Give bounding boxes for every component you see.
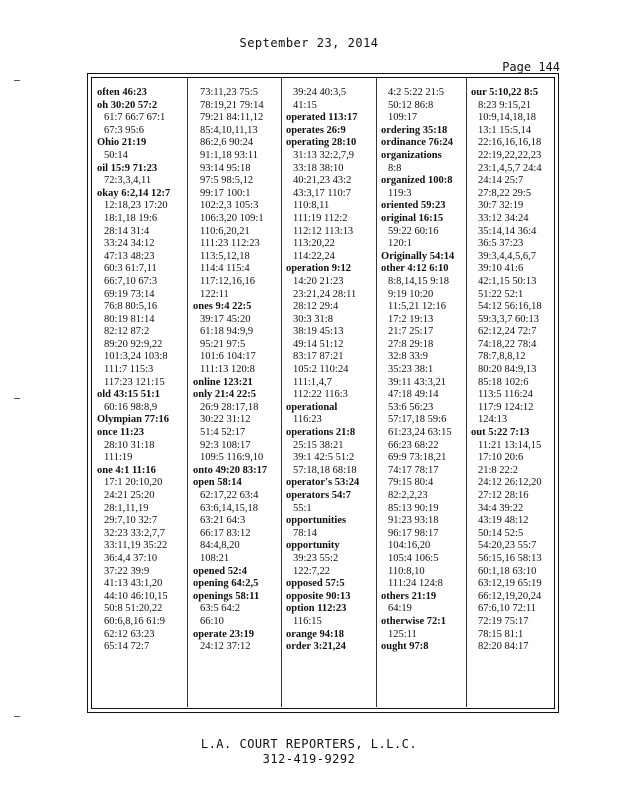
index-page-refs: 67:3 95:6 bbox=[104, 124, 144, 136]
index-column-1 bbox=[97, 87, 185, 707]
index-term-entry: okay 6:2,14 12:7 bbox=[97, 187, 171, 199]
index-page-refs: 18:1,18 19:6 bbox=[104, 212, 158, 224]
index-page-refs: 82:2,2,23 bbox=[388, 490, 428, 501]
index-page-refs: 99:17 100:1 bbox=[200, 187, 251, 199]
index-page-refs: 17:10 20:6 bbox=[478, 452, 524, 464]
footer-company: L.A. COURT REPORTERS, L.L.C. bbox=[200, 737, 418, 751]
binding-mark bbox=[14, 716, 20, 717]
index-page-refs: 64:19 bbox=[388, 603, 412, 615]
index-page-refs: 54:12 56:16,18 bbox=[478, 301, 542, 313]
index-page-refs: 61:18 94:9,9 bbox=[200, 326, 254, 338]
index-page-refs: 85:13 90:19 bbox=[388, 502, 439, 514]
index-page-refs: 23:21,24 28:11 bbox=[293, 288, 357, 300]
index-page-refs: 111:19 bbox=[104, 452, 133, 464]
index-page-refs: 17:1 20:10,20 bbox=[104, 477, 163, 489]
index-term-entry: operators 54:7 bbox=[286, 490, 352, 501]
index-page-refs: 63:5 64:2 bbox=[200, 603, 240, 615]
index-page-refs: 39:23 55:2 bbox=[293, 552, 339, 564]
index-page-refs: 101:6 104:17 bbox=[200, 351, 256, 363]
binding-mark bbox=[14, 398, 20, 399]
index-page-refs: 95:21 97:5 bbox=[200, 338, 246, 350]
index-page-refs: 13:1 15:5,14 bbox=[478, 124, 532, 136]
index-page-refs: 21:8 22:2 bbox=[478, 464, 518, 476]
index-page-refs: 61:7 66:7 67:1 bbox=[104, 112, 166, 124]
index-page-refs: 112:12 113:13 bbox=[293, 225, 354, 237]
index-page-refs: 8:8,14,15 9:18 bbox=[388, 275, 449, 287]
index-term-entry: oil 15:9 71:23 bbox=[97, 162, 158, 174]
index-page-refs: 38:19 45:13 bbox=[293, 326, 344, 338]
index-page-refs: 24:14 25:7 bbox=[478, 175, 524, 187]
index-page-refs: 111:24 124:8 bbox=[388, 578, 443, 590]
index-term-entry: old 43:15 51:1 bbox=[97, 389, 160, 401]
index-page-refs: 73:11,23 75:5 bbox=[200, 87, 258, 98]
index-page-refs: 119:3 bbox=[388, 187, 412, 199]
index-page-refs: 114:22,24 bbox=[293, 250, 335, 262]
index-page-refs: 104:16,20 bbox=[388, 540, 431, 552]
index-page-refs: 63:21 64:3 bbox=[200, 515, 246, 527]
index-page-refs: 39:24 40:3,5 bbox=[293, 87, 347, 98]
page-number: Page 144 bbox=[502, 60, 560, 74]
index-page-refs: 28:14 31:4 bbox=[104, 225, 150, 237]
index-page-refs: 55:1 bbox=[293, 502, 312, 514]
index-page-refs: 122:7,22 bbox=[293, 565, 331, 577]
index-page-refs: 34:4 39:22 bbox=[478, 502, 524, 514]
index-page-refs: 36:4,4 37:10 bbox=[104, 552, 158, 564]
index-page-refs: 39:10 41:6 bbox=[478, 263, 524, 275]
index-page-refs: 111:1,4,7 bbox=[293, 376, 332, 388]
index-term-entry: online 123:21 bbox=[193, 376, 253, 388]
index-page-refs: 124:13 bbox=[478, 414, 508, 426]
index-page-refs: 41:13 43:1,20 bbox=[104, 578, 163, 590]
index-page-refs: 11:5,21 12:16 bbox=[388, 301, 446, 313]
index-page-refs: 42:1,15 50:13 bbox=[478, 275, 537, 287]
index-page-refs: 114:4 115:4 bbox=[200, 263, 250, 275]
index-page-refs: 76:8 80:5,16 bbox=[104, 301, 158, 313]
index-term-entry: order 3:21,24 bbox=[286, 641, 346, 653]
index-page-refs: 101:3,24 103:8 bbox=[104, 351, 168, 363]
index-page-refs: 30:7 32:19 bbox=[478, 200, 524, 212]
index-page-refs: 12:18,23 17:20 bbox=[104, 200, 168, 212]
index-page-refs: 32:23 33:2,7,7 bbox=[104, 527, 165, 539]
index-page-refs: 27:8 29:18 bbox=[388, 338, 434, 350]
index-page-refs: 66:10 bbox=[200, 615, 224, 627]
index-page-refs: 66:7,10 67:3 bbox=[104, 275, 158, 287]
index-page-refs: 8:8 bbox=[388, 162, 402, 174]
index-page-refs: 21:7 25:17 bbox=[388, 326, 434, 338]
index-term-entry: orange 94:18 bbox=[286, 628, 345, 640]
index-page-refs: 60:16 98:8,9 bbox=[104, 401, 158, 413]
index-page-refs: 110:8,10 bbox=[388, 565, 425, 577]
index-page-refs: 33:18 38:10 bbox=[293, 162, 344, 174]
index-page-refs: 22:16,16,16,18 bbox=[478, 137, 542, 149]
index-page-refs: 57:17,18 59:6 bbox=[388, 414, 447, 426]
index-term-entry: operator's 53:24 bbox=[286, 477, 360, 489]
index-column-2 bbox=[193, 87, 279, 707]
index-page-refs: 39:3,4,4,5,6,7 bbox=[478, 250, 537, 262]
index-term-entry: ought 97:8 bbox=[381, 641, 429, 653]
index-page-refs: 30:3 31:8 bbox=[293, 313, 333, 325]
index-page-refs: 33:12 34:24 bbox=[478, 212, 529, 224]
index-term-entry: operating 28:10 bbox=[286, 137, 357, 149]
index-page-refs: 60:3 61:7,11 bbox=[104, 263, 157, 275]
index-page-refs: 40:21,23 43:2 bbox=[293, 175, 352, 187]
index-page-refs: 24:21 25:20 bbox=[104, 490, 155, 501]
index-page-refs: 43:3,17 110:7 bbox=[293, 187, 351, 199]
index-page-refs: 26:9 28:17,18 bbox=[200, 401, 259, 413]
index-term-entry: opposed 57:5 bbox=[286, 578, 345, 590]
index-page-refs: 56:15,16 58:13 bbox=[478, 552, 542, 564]
index-term-entry: opened 52:4 bbox=[193, 565, 247, 577]
page-date-header: September 23, 2014 bbox=[239, 36, 379, 50]
index-page-refs: 105:4 106:5 bbox=[388, 552, 439, 564]
index-page-refs: 62:17,22 63:4 bbox=[200, 490, 259, 501]
index-term-entry: open 58:14 bbox=[193, 477, 242, 489]
index-page-refs: 117:12,16,16 bbox=[200, 275, 256, 287]
index-page-refs: 25:15 38:21 bbox=[293, 439, 344, 451]
index-page-refs: 78:19,21 79:14 bbox=[200, 99, 264, 111]
index-page-refs: 8:23 9:15,21 bbox=[478, 99, 532, 111]
index-page-refs: 59:3,3,7 60:13 bbox=[478, 313, 539, 325]
index-page-refs: 9:19 10:20 bbox=[388, 288, 434, 300]
index-page-refs: 79:21 84:11,12 bbox=[200, 112, 264, 124]
index-page-refs: 109:17 bbox=[388, 112, 418, 124]
index-page-refs: 84:4,8,20 bbox=[200, 540, 240, 552]
index-page-refs: 57:18,18 68:18 bbox=[293, 464, 357, 476]
index-page-refs: 33:11,19 35:22 bbox=[104, 540, 168, 552]
index-page-refs: 111:23 112:23 bbox=[200, 238, 260, 250]
index-page-refs: 83:17 87:21 bbox=[293, 351, 344, 363]
index-page-refs: 31:13 32:2,7,9 bbox=[293, 149, 354, 161]
index-term-entry: operates 26:9 bbox=[286, 124, 346, 136]
index-term-entry: Originally 54:14 bbox=[381, 250, 455, 262]
index-page-refs: 93:14 95:18 bbox=[200, 162, 251, 174]
index-page-refs: 96:17 98:17 bbox=[388, 527, 439, 539]
index-page-refs: 36:5 37:23 bbox=[478, 238, 524, 250]
index-page-refs: 39:11 43:3,21 bbox=[388, 376, 446, 388]
index-term-entry: our 5:10,22 8:5 bbox=[471, 87, 539, 98]
index-page-refs: 67:6,10 72:11 bbox=[478, 603, 536, 615]
index-page-refs: 37:22 39:9 bbox=[104, 565, 150, 577]
index-page-refs: 110:8,11 bbox=[293, 200, 330, 212]
index-page-refs: 61:23,24 63:15 bbox=[388, 427, 452, 439]
index-page-refs: 66:23 68:22 bbox=[388, 439, 439, 451]
index-page-refs: 108:21 bbox=[200, 552, 230, 564]
index-page-refs: 72:3,3,4,11 bbox=[104, 175, 152, 187]
index-term-entry: onto 49:20 83:17 bbox=[193, 464, 268, 476]
index-term-entry: operated 113:17 bbox=[286, 112, 358, 124]
index-term-entry: ordering 35:18 bbox=[381, 124, 448, 136]
index-page-refs: 69:9 73:18,21 bbox=[388, 452, 447, 464]
index-page-refs: 74:18,22 78:4 bbox=[478, 338, 537, 350]
index-column-4 bbox=[381, 87, 465, 707]
index-page-refs: 97:5 98:5,12 bbox=[200, 175, 254, 187]
index-term-entry: original 16:15 bbox=[381, 212, 444, 224]
index-term-entry: opposite 90:13 bbox=[286, 590, 351, 602]
index-page-refs: 74:17 78:17 bbox=[388, 464, 439, 476]
index-page-refs: 72:19 75:17 bbox=[478, 615, 529, 627]
column-divider bbox=[187, 77, 188, 707]
index-page-refs: 39:1 42:5 51:2 bbox=[293, 452, 355, 464]
index-term-entry: out 5:22 7:13 bbox=[471, 427, 530, 439]
index-page-refs: 120:1 bbox=[388, 238, 412, 250]
index-page-refs: 111:7 115:3 bbox=[104, 364, 154, 376]
index-term-entry: openings 58:11 bbox=[193, 590, 260, 602]
index-term-entry: otherwise 72:1 bbox=[381, 615, 447, 627]
index-page-refs: 50:14 52:5 bbox=[478, 527, 524, 539]
index-column-3 bbox=[286, 87, 374, 707]
index-page-refs: 102:2,3 105:3 bbox=[200, 200, 259, 212]
index-page-refs: 65:14 72:7 bbox=[104, 641, 150, 653]
index-term-entry: ordinance 76:24 bbox=[381, 137, 454, 149]
index-page-refs: 39:17 45:20 bbox=[200, 313, 251, 325]
index-page-refs: 60:1,18 63:10 bbox=[478, 565, 537, 577]
column-divider bbox=[466, 77, 467, 707]
index-page-refs: 22:19,22,22,23 bbox=[478, 149, 542, 161]
index-page-refs: 110:6,20,21 bbox=[200, 225, 250, 237]
index-page-refs: 111:13 120:8 bbox=[200, 364, 255, 376]
index-column-5 bbox=[471, 87, 555, 707]
index-term-entry: others 21:19 bbox=[381, 590, 437, 602]
index-page-refs: 105:2 110:24 bbox=[293, 364, 349, 376]
index-term-entry: opportunity bbox=[286, 540, 340, 552]
index-page-refs: 117:23 121:15 bbox=[104, 376, 165, 388]
index-page-refs: 28:12 29:4 bbox=[293, 301, 339, 313]
index-page-refs: 122:11 bbox=[200, 288, 229, 300]
index-term-entry: Ohio 21:19 bbox=[97, 137, 147, 149]
index-page-refs: 53:6 56:23 bbox=[388, 401, 434, 413]
index-page-refs: 29:7,10 32:7 bbox=[104, 515, 158, 527]
index-page-refs: 50:12 86:8 bbox=[388, 99, 434, 111]
binding-mark bbox=[14, 80, 20, 81]
index-page-refs: 32:8 33:9 bbox=[388, 351, 428, 363]
index-term-entry: operate 23:19 bbox=[193, 628, 254, 640]
index-term-entry: operations 21:8 bbox=[286, 427, 356, 439]
index-page-refs: 80:19 81:14 bbox=[104, 313, 155, 325]
index-page-refs: 47:18 49:14 bbox=[388, 389, 439, 401]
index-page-refs: 111:19 112:2 bbox=[293, 212, 348, 224]
index-page-refs: 109:5 116:9,10 bbox=[200, 452, 264, 464]
index-term-entry: operational bbox=[286, 401, 338, 413]
index-page-refs: 82:12 87:2 bbox=[104, 326, 150, 338]
index-page-refs: 62:12 63:23 bbox=[104, 628, 155, 640]
index-page-refs: 106:3,20 109:1 bbox=[200, 212, 264, 224]
index-page-refs: 79:15 80:4 bbox=[388, 477, 434, 489]
index-term-entry: once 11:23 bbox=[97, 427, 144, 439]
column-divider bbox=[281, 77, 282, 707]
index-term-entry: operation 9:12 bbox=[286, 263, 352, 275]
index-page-refs: 49:14 51:12 bbox=[293, 338, 344, 350]
index-page-refs: 91:1,18 93:11 bbox=[200, 149, 258, 161]
index-page-refs: 59:22 60:16 bbox=[388, 225, 439, 237]
index-page-refs: 28:1,11,19 bbox=[104, 502, 149, 514]
index-page-refs: 24:12 37:12 bbox=[200, 641, 251, 653]
index-page-refs: 60:6,8,16 61:9 bbox=[104, 615, 165, 627]
index-page-refs: 117:9 124:12 bbox=[478, 401, 534, 413]
index-term-entry: organizations bbox=[381, 149, 442, 161]
index-page-refs: 11:21 13:14,15 bbox=[478, 439, 542, 451]
index-page-refs: 78:15 81:1 bbox=[478, 628, 524, 640]
index-term-entry: one 4:1 11:16 bbox=[97, 464, 156, 476]
index-page-refs: 47:13 48:23 bbox=[104, 250, 155, 262]
index-page-refs: 33:24 34:12 bbox=[104, 238, 155, 250]
index-page-refs: 27:12 28:16 bbox=[478, 490, 529, 501]
index-page-refs: 78:7,8,8,12 bbox=[478, 351, 526, 363]
index-term-entry: oh 30:20 57:2 bbox=[97, 99, 158, 111]
index-page-refs: 86:2,6 90:24 bbox=[200, 137, 254, 149]
index-page-refs: 66:12,19,20,24 bbox=[478, 590, 542, 602]
index-page-refs: 30:22 31:12 bbox=[200, 414, 251, 426]
index-page-refs: 41:15 bbox=[293, 99, 317, 111]
index-page-refs: 50:14 bbox=[104, 149, 128, 161]
index-page-refs: 50:8 51:20,22 bbox=[104, 603, 163, 615]
index-page-refs: 35:23 38:1 bbox=[388, 364, 434, 376]
index-term-entry: option 112:23 bbox=[286, 603, 347, 615]
index-page-refs: 113:20,22 bbox=[293, 238, 335, 250]
index-page-refs: 14:20 21:23 bbox=[293, 275, 344, 287]
index-term-entry: organized 100:8 bbox=[381, 175, 453, 187]
index-term-entry: opportunities bbox=[286, 515, 347, 527]
index-page-refs: 113:5,12,18 bbox=[200, 250, 250, 262]
index-page-refs: 116:23 bbox=[293, 414, 322, 426]
index-page-refs: 85:4,10,11,13 bbox=[200, 124, 258, 136]
index-page-refs: 82:20 84:17 bbox=[478, 641, 529, 653]
index-page-refs: 27:8,22 29:5 bbox=[478, 187, 532, 199]
index-term-entry: oriented 59:23 bbox=[381, 200, 446, 212]
index-page-refs: 66:17 83:12 bbox=[200, 527, 251, 539]
index-page-refs: 125:11 bbox=[388, 628, 417, 640]
index-page-refs: 44:10 46:10,15 bbox=[104, 590, 168, 602]
index-page-refs: 80:20 84:9,13 bbox=[478, 364, 537, 376]
index-page-refs: 51:4 52:17 bbox=[200, 427, 246, 439]
index-page-refs: 78:14 bbox=[293, 527, 317, 539]
index-page-refs: 54:20,23 55:7 bbox=[478, 540, 537, 552]
index-page-refs: 69:19 73:14 bbox=[104, 288, 155, 300]
index-term-entry: other 4:12 6:10 bbox=[381, 263, 449, 275]
index-page-refs: 17:2 19:13 bbox=[388, 313, 434, 325]
index-page-refs: 116:15 bbox=[293, 615, 322, 627]
column-divider bbox=[376, 77, 377, 707]
index-term-entry: ones 9:4 22:5 bbox=[193, 301, 252, 313]
index-page-refs: 4:2 5:22 21:5 bbox=[388, 87, 445, 98]
index-page-refs: 43:19 48:12 bbox=[478, 515, 529, 527]
index-page-refs: 89:20 92:9,22 bbox=[104, 338, 163, 350]
index-page-refs: 28:10 31:18 bbox=[104, 439, 155, 451]
index-page-refs: 113:5 116:24 bbox=[478, 389, 533, 401]
index-page-refs: 24:12 26:12,20 bbox=[478, 477, 542, 489]
index-term-entry: often 46:23 bbox=[97, 87, 147, 98]
index-term-entry: Olympian 77:16 bbox=[97, 414, 170, 426]
index-term-entry: opening 64:2,5 bbox=[193, 578, 259, 590]
index-page-refs: 85:18 102:6 bbox=[478, 376, 529, 388]
index-page-refs: 51:22 52:1 bbox=[478, 288, 524, 300]
index-page-refs: 10:9,14,18,18 bbox=[478, 112, 537, 124]
index-page-refs: 23:1,4,5,7 24:4 bbox=[478, 162, 542, 174]
footer-phone: 312-419-9292 bbox=[262, 752, 356, 766]
index-page-refs: 112:22 116:3 bbox=[293, 389, 348, 401]
index-page-refs: 35:14,14 36:4 bbox=[478, 225, 537, 237]
index-page-refs: 63:6,14,15,18 bbox=[200, 502, 259, 514]
index-page-refs: 62:12,24 72:7 bbox=[478, 326, 537, 338]
index-page-refs: 63:12,19 65:19 bbox=[478, 578, 542, 590]
index-term-entry: only 21:4 22:5 bbox=[193, 389, 256, 401]
index-page-refs: 92:3 108:17 bbox=[200, 439, 251, 451]
index-page-refs: 91:23 93:18 bbox=[388, 515, 439, 527]
